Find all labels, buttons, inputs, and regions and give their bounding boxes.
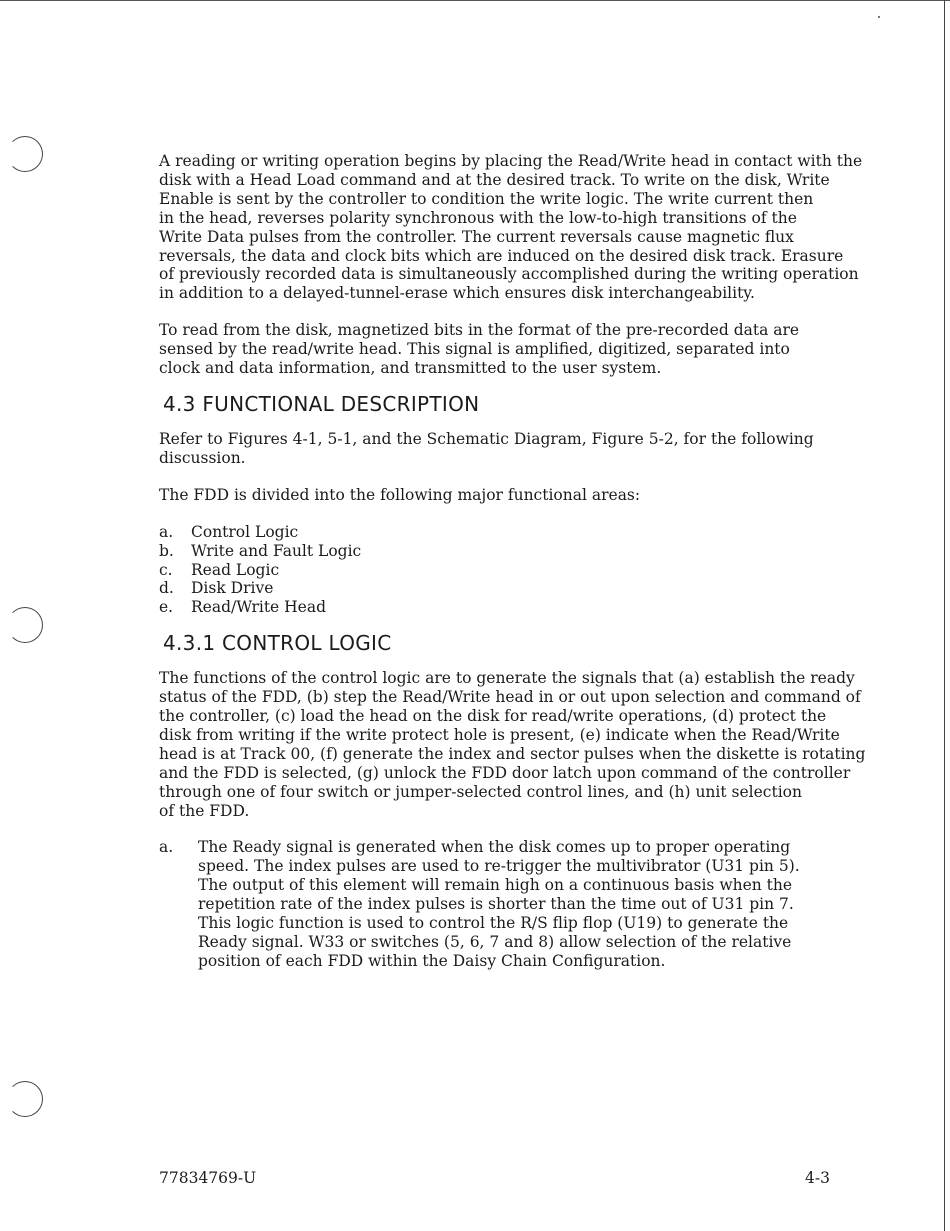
text-line: The output of this element will remain high on a continuous basis when the [198, 876, 793, 895]
text-line: of the FDD. [159, 801, 250, 820]
text-line: The Ready signal is generated when the disk comes up to proper operating [198, 838, 791, 857]
item-label: a. [159, 838, 174, 857]
document-number: 77834769-U [159, 1169, 257, 1187]
text-line: The FDD is divided into the following major functional areas: [159, 485, 641, 504]
text-line: head is at Track 00, (f) generate the index and sector pulses when the diskette is rotating [159, 744, 866, 763]
paragraph-refer-figures [159, 430, 921, 468]
text-line: Ready signal. W33 or switches (5, 6, 7 and 8) allow selection of the relative [198, 933, 792, 951]
page-number: 4-3 [805, 1169, 830, 1187]
text-line: The functions of the control logic are to generate the signals that (a) establish the ready [159, 669, 855, 688]
text-line: Enable is sent by the controller to condition the write logic. The write current then [159, 189, 814, 208]
text-line: sensed by the read/write head. This signal is amplified, digitized, separated into [159, 340, 790, 359]
text-line: A reading or writing operation begins by placing the Read/Write head in contact with the [159, 152, 863, 170]
list-item: c. Read Logic [159, 560, 280, 579]
functional-areas-list [159, 523, 921, 618]
text-line: the controller, (c) load the head on the disk for read/write operations, (d) protect the [159, 707, 827, 726]
page-body [159, 152, 921, 971]
text-line: disk from writing if the write protect hole is present, (e) indicate when the Read/Write [159, 725, 840, 744]
text-line: Refer to Figures 4-1, 5-1, and the Schematic Diagram, Figure 5-2, for the following [159, 429, 814, 448]
list-item: a. Control Logic [159, 522, 299, 541]
text-line: of previously recorded data is simultaneously accomplished during the writing operation [159, 265, 859, 284]
paragraph-write-operation [159, 152, 921, 303]
text-line: This logic function is used to control the R/S flip flop (U19) to generate the [198, 914, 789, 933]
binder-hole-top [7, 136, 43, 172]
section-heading-functional-description: 4.3 FUNCTIONAL DESCRIPTION [163, 391, 480, 416]
text-line: status of the FDD, (b) step the Read/Write head in or out upon selection and command of [159, 688, 861, 707]
paragraph-functional-areas-intro [159, 486, 921, 505]
paragraph-read-operation [159, 321, 921, 378]
text-line: speed. The index pulses are used to re-trigger the multivibrator (U31 pin 5). [198, 857, 800, 876]
text-line: through one of four switch or jumper-selected control lines, and (h) unit selection [159, 782, 802, 801]
scan-speck [878, 16, 880, 18]
text-line: position of each FDD within the Daisy Chain Configuration. [198, 951, 666, 970]
text-line: Write Data pulses from the controller. The current reversals cause magnetic flux [159, 227, 794, 246]
binder-hole-middle [7, 607, 43, 643]
text-line: disk with a Head Load command and at the desired track. To write on the disk, Write [159, 170, 830, 189]
list-item: e. Read/Write Head [159, 598, 327, 617]
section-heading-control-logic: 4.3.1 CONTROL LOGIC [163, 631, 392, 656]
top-edge-rule [0, 0, 950, 1]
right-edge-rule [944, 0, 945, 1231]
text-line: discussion. [159, 448, 246, 467]
text-line: in the head, reverses polarity synchronous with the low-to-high transitions of the [159, 208, 797, 227]
ready-signal-item [159, 838, 921, 970]
list-item: d. Disk Drive [159, 579, 274, 598]
text-line: and the FDD is selected, (g) unlock the FDD door latch upon command of the controller [159, 763, 851, 782]
text-line: repetition rate of the index pulses is shorter than the time out of U31 pin 7. [198, 895, 794, 914]
binder-hole-bottom [7, 1081, 43, 1117]
text-line: clock and data information, and transmitted to the user system. [159, 359, 662, 378]
item-body [198, 838, 921, 970]
text-line: reversals, the data and clock bits which are induced on the desired disk track. Erasure [159, 246, 844, 265]
list-item: b. Write and Fault Logic [159, 541, 362, 560]
text-line: To read from the disk, magnetized bits in the format of the pre-recorded data are [159, 321, 800, 340]
text-line: in addition to a delayed-tunnel-erase which ensures disk interchangeability. [159, 284, 755, 303]
paragraph-control-logic-functions [159, 669, 921, 820]
